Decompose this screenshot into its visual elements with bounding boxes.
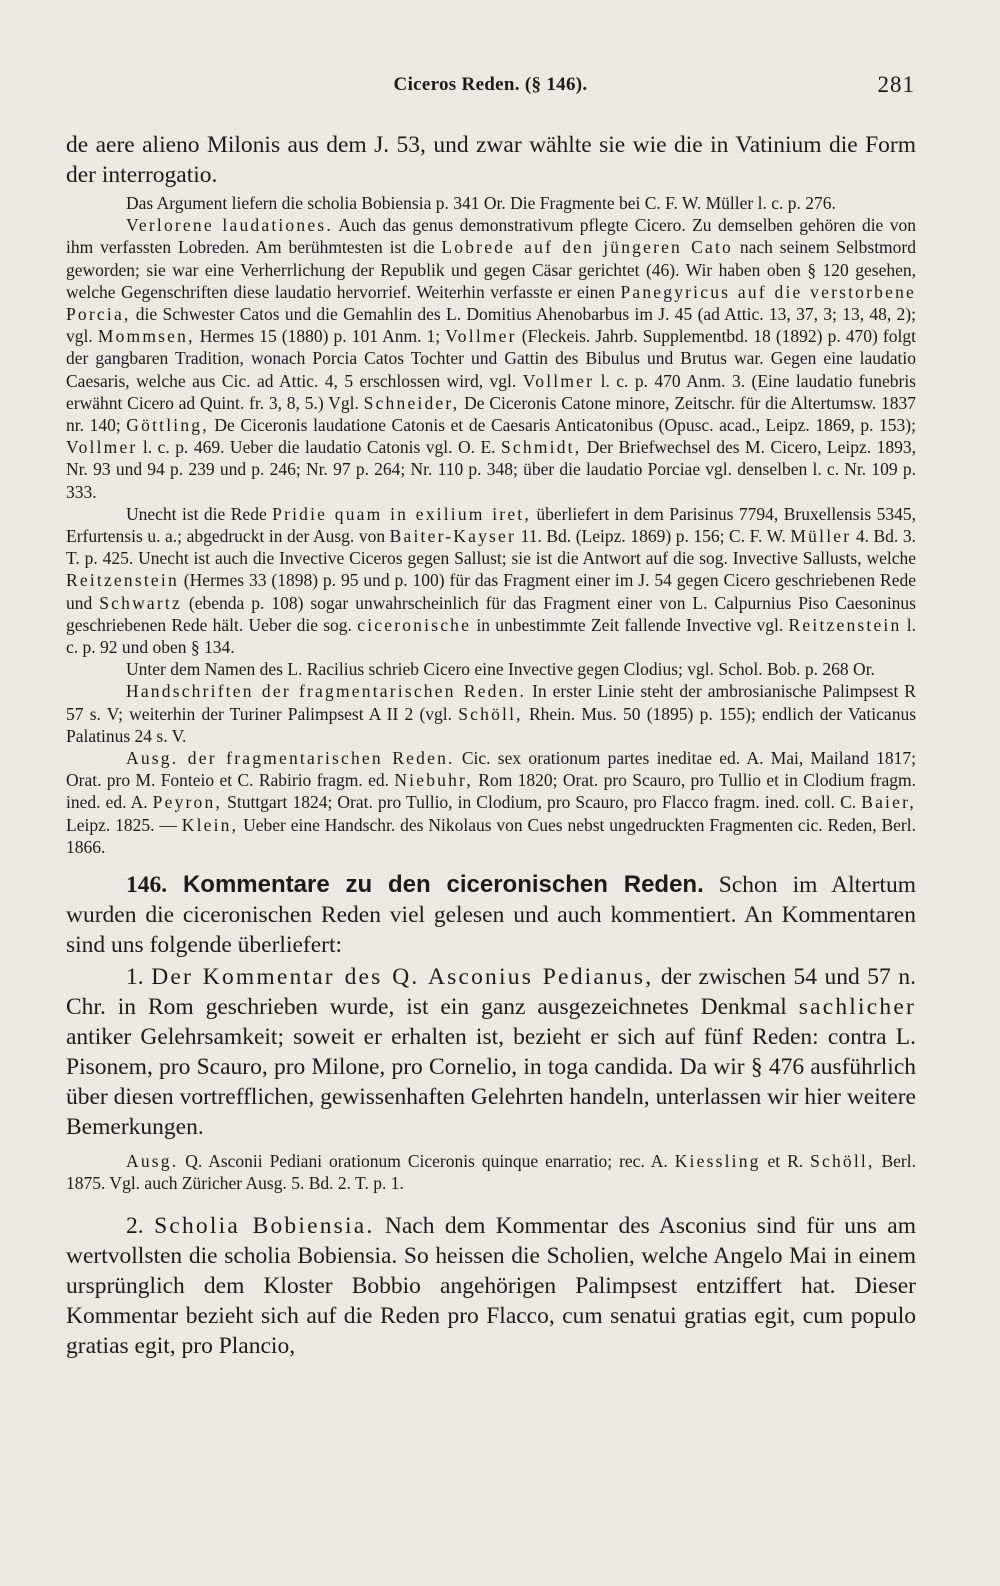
author-name: Kiessling: [674, 1151, 761, 1172]
keyword-span: Scholia Bobiensia.: [154, 1212, 375, 1239]
text-span: Schon im Altertum wurden die ciceronischen Reden viel gelesen und auch kommentiert. An Kommentaren sind uns folgende überliefert:: [66, 872, 916, 959]
text-span: in unbestimmte Zeit fallende Invective vgl.: [471, 614, 789, 635]
note-laudationes: [66, 214, 916, 503]
author-name: Göttling,: [126, 415, 209, 436]
text-span: die Schwester Catos und die Gemahlin des L. Domitius Ahenobarbus im J. 45 (ad Attic. 13, 37, 3; 13, 48, 2); vgl.: [66, 304, 916, 347]
author-name: Schmidt,: [500, 437, 582, 458]
author-name: Vollmer: [66, 437, 138, 458]
item-number: 2.: [126, 1212, 155, 1239]
note-ausgaben: [66, 747, 916, 858]
keyword-laudationes: Verlorene laudationes.: [126, 215, 333, 236]
author-name: Baier,: [861, 792, 916, 813]
text-span: (ebenda p. 108) sogar unwahrscheinlich für das Fragment einer von L. Calpurnius Piso Caesoninus geschriebenen Rede hält. Ueber die sog.: [66, 592, 916, 635]
section-number: 146.: [126, 872, 168, 899]
text-span: 11. Bd. (Leipz. 1869) p. 156; C. F. W.: [516, 526, 791, 547]
keyword-span: Ausg.: [126, 1151, 179, 1172]
author-name: Vollmer: [445, 326, 517, 347]
text-span: Hermes 15 (1880) p. 101 Anm. 1;: [194, 326, 446, 347]
keyword-span: Pridie quam in exilium iret,: [272, 503, 531, 524]
text-span: l. c. p. 469. Ueber die laudatio Catonis vgl. O. E.: [137, 437, 501, 458]
item-asconius: [66, 962, 916, 1142]
author-name: Schneider,: [363, 392, 460, 413]
text-span: Cic. sex orationum partes ineditae ed. A. Mai, Mailand 1817; Orat. pro M. Fonteio et C. Rabirio fragm. ed.: [66, 748, 916, 791]
text-span: Ueber eine Handschr. des Nikolaus von Cues nebst ungedruckten Fragmenten cic. Reden, Berl. 1866.: [66, 814, 916, 857]
keyword-span: ciceronische: [357, 614, 472, 635]
text-span: der zwischen 54 und 57 n. Chr. in Rom geschrieben wurde, ist ein ganz ausgezeichnetes Denkmal: [66, 964, 916, 1021]
text-span: (Hermes 33 (1898) p. 95 und p. 100) für das Fragment einer im J. 54 gegen Cicero geschriebenen Rede und: [66, 570, 916, 613]
author-name: Reitzenstein: [66, 570, 179, 591]
keyword-span: Panegyricus auf die verstorbene Porcia,: [66, 281, 916, 325]
paragraph-milo: de aere alieno Milonis aus dem J. 53, und zwar wählte sie wie die in Vatinium die Form der interrogatio.: [66, 132, 916, 188]
text-span: et R.: [760, 1151, 811, 1172]
note-asconius-ausg: [66, 1150, 916, 1194]
section-146: [66, 870, 916, 960]
author-name: Peyron,: [152, 792, 223, 813]
section-title: Kommentare zu den ciceronischen Reden.: [167, 871, 704, 899]
page-header: [66, 68, 915, 108]
keyword-span: Lobrede auf den jüngeren Cato: [441, 237, 733, 258]
keyword-span: Der Kommentar des Q. Asconius Pedianus,: [151, 964, 654, 991]
text-span: antiker Gelehrsamkeit; soweit er erhalten ist, bezieht er sich auf fünf Reden: contra L. Pisonem, pro Scauro, pro Milone, pro Cornelio, in toga candida. Da wir § 476 ausführlich über diesen vortrefflichen, gewissenhaften Gelehrten handeln, unterlassen wir hier weitere Bemerkungen.: [66, 1024, 916, 1141]
author-name: Müller: [790, 526, 852, 547]
author-name: Vollmer: [522, 370, 595, 391]
author-name: Reitzenstein: [788, 614, 902, 635]
item-number: 1.: [126, 964, 152, 991]
text-span: l. c. p. 92 und oben § 134.: [66, 614, 916, 658]
text-span: Auch das genus demonstrativum pflegte Cicero. Zu demselben gehören die von ihm verfassten Lobreden. Am berühmtesten ist die: [66, 215, 916, 258]
text-span: De Ciceronis laudatione Catonis et de Caesaris Anticatonibus (Opusc. acad., Leipz. 1869, p. 153);: [208, 415, 916, 436]
text-span: Rhein. Mus. 50 (1895) p. 155); endlich der Vaticanus Palatinus 24 s. V.: [66, 703, 917, 746]
note-handschriften: [66, 680, 916, 747]
running-title: Ciceros Reden. (§ 146).: [393, 74, 588, 95]
text-span: l. c. p. 470 Anm. 3. (Eine laudatio funebris erwähnt Cicero ad Quint. fr. 3, 8, 5.) Vgl.: [66, 370, 916, 413]
note-argument: Das Argument liefern die scholia Bobiensia p. 341 Or. Die Fragmente bei C. F. W. Müller l. c. p. 276.: [126, 193, 836, 213]
author-name: Mommsen,: [97, 326, 195, 347]
author-name: Schwartz: [99, 592, 182, 613]
keyword-handschriften: Handschriften der fragmentarischen Reden.: [126, 681, 527, 702]
text-span: nach seinem Selbstmord geworden; sie war eine Verherrlichung der Republik und gegen Cäsar gerichtet (46). Wir haben oben § 120 gesehen, welche Gegenschriften diese laudatio hervorrief. Weiterhin verfasste er einen: [66, 237, 916, 302]
text-span: Rom 1820; Orat. pro Scauro, pro Tullio et in Clodium fragm. ined. ed. A.: [66, 770, 916, 813]
text-span: überliefert in dem Parisinus 7794, Bruxellensis 5345, Erfurtensis u. a.; abgedruckt in der Ausg. von: [66, 503, 916, 547]
text-span: (Fleckeis. Jahrb. Supplementbd. 18 (1892) p. 470) folgt der gangbaren Tradition, wonach Porcia Catos Tochter und Gattin des Bibulus und Brutus war. Gegen eine laudatio Caesaris, welche aus Cic. ad Attic. 4, 5 erschlossen wird, vgl.: [66, 326, 916, 391]
text-span: Unecht ist die Rede: [126, 503, 273, 524]
page-number: 281: [877, 72, 915, 97]
text-span: Stuttgart 1824; Orat. pro Tullio, in Clodium, pro Scauro, pro Flacco fragm. ined. coll. C.: [222, 792, 862, 813]
author-name: Schöll,: [458, 703, 523, 724]
note-unecht: [66, 503, 916, 658]
author-name: Klein,: [181, 814, 239, 835]
text-span: Leipz. 1825. —: [66, 814, 182, 835]
item-scholia-bobiensia: [66, 1211, 916, 1361]
note-racilius: Unter dem Namen des L. Racilius schrieb Cicero eine Invective gegen Clodius; vgl. Schol. Bob. p. 268 Or.: [126, 659, 875, 680]
text-span: Q. Asconii Pediani orationum Ciceronis quinque enarratio; rec. A.: [178, 1151, 675, 1172]
text-span: Der Briefwechsel des M. Cicero, Leipz. 1893, Nr. 93 und 94 p. 239 und p. 246; Nr. 97 p. 264; Nr. 110 p. 348; über die laudatio Porciae vgl. denselben l. c. Nr. 109 p. 333.: [66, 437, 916, 502]
author-name: Schöll,: [810, 1151, 875, 1172]
text-span: 4. Bd. 3. T. p. 425. Unecht ist auch die Invective Ciceros gegen Sallust; sie ist die Antwort auf die sog. Invective Sallusts, welche: [66, 526, 916, 569]
text-span: Nach dem Kommentar des Asconius sind für uns am wertvollsten die scholia Bobiensia. So heissen die Scholien, welche Angelo Mai in einem ursprünglich dem Kloster Bobbio angehörigen Palimpsest entziffert hat. Dieser Kommentar bezieht sich auf die Reden pro Flacco, cum senatui gratias egit, cum populo gratias egit, pro Plancio,: [66, 1212, 917, 1359]
text-span: In erster Linie steht der ambrosianische Palimpsest R 57 s. V; weiterhin der Turiner Palimpsest A II 2 (vgl.: [66, 681, 916, 724]
page-body: [66, 130, 916, 1361]
keyword-span: sachlicher: [798, 994, 916, 1021]
text-span: Berl. 1875. Vgl. auch Züricher Ausg. 5. Bd. 2. T. p. 1.: [66, 1151, 916, 1194]
keyword-ausgaben: Ausg. der fragmentarischen Reden.: [126, 748, 455, 769]
author-name: Niebuhr,: [394, 770, 473, 791]
author-name: Baiter-Kayser: [389, 526, 517, 547]
text-span: De Ciceronis Catone minore, Zeitschr. für die Altertumsw. 1837 nr. 140;: [66, 392, 917, 436]
